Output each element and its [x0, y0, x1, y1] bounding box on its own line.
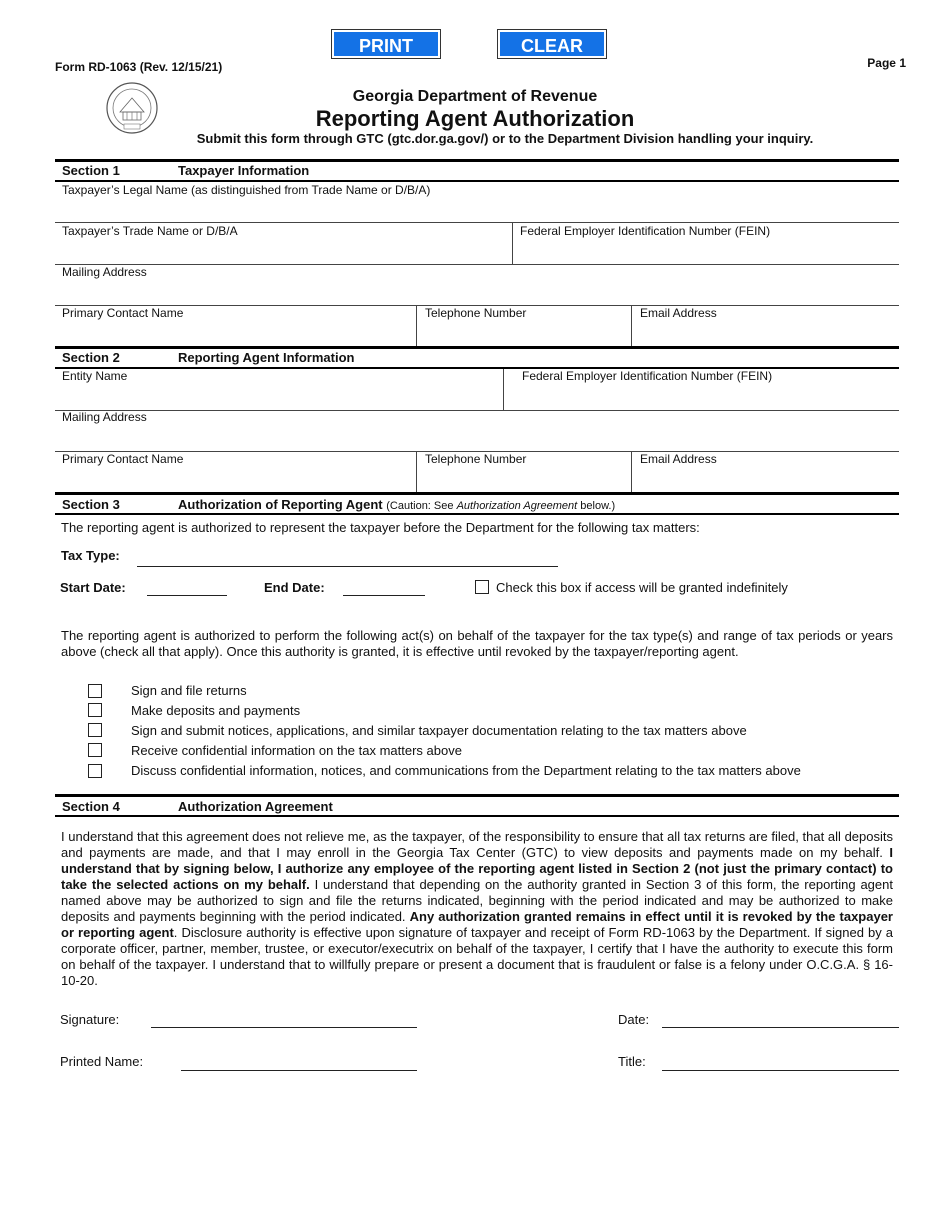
end-date-label: End Date: — [264, 580, 325, 595]
act-label: Receive confidential information on the tax matters above — [131, 743, 462, 758]
act-label: Sign and submit notices, applications, and similar taxpayer documentation relating to the tax matters above — [131, 723, 747, 738]
section4-number: Section 4 — [62, 799, 120, 814]
row-divider — [55, 222, 899, 223]
start-date-input[interactable] — [147, 595, 227, 596]
act-label: Discuss confidential information, notices, and communications from the Department relating to the tax matters above — [131, 763, 801, 778]
acts-intro: The reporting agent is authorized to perform the following act(s) on behalf of the taxpayer for the tax type(s) and range of tax periods or years above (check all that apply). Once this authority is granted, it is effective until revoked by the taxpayer/reporting agent. — [61, 628, 893, 659]
act-checkbox-receive-info[interactable] — [88, 743, 102, 757]
column-divider — [416, 305, 417, 347]
row-divider — [55, 264, 899, 265]
section1-number: Section 1 — [62, 163, 120, 178]
act-label: Sign and file returns — [131, 683, 247, 698]
agent-email-field[interactable]: Email Address — [640, 452, 717, 466]
column-divider — [631, 451, 632, 493]
start-date-label: Start Date: — [60, 580, 126, 595]
row-divider — [55, 410, 899, 411]
authorization-agreement-text: I understand that this agreement does not relieve me, as the taxpayer, of the responsibility to ensure that all tax returns are filed, that all deposits and payments are made, and that I may enroll in the Georgia Tax Center (GTC) to view deposits and payments made on my behalf. I understand that by signing below, I authorize any employee of the reporting agent listed in Section 2 (not just the primary contact) to take the selected actions on my behalf. I understand that depending on the authority granted in Section 3 of this form, the reporting agent named above may be authorized to sign and file the returns indicated, beginning with the period indicated and may be authorized to make deposits and payments beginning with the period indicated. Any authorization granted remains in effect until it is revoked by the taxpayer or reporting agent. Disclosure authority is effective upon signature of taxpayer and receipt of Form RD-1063 by the Department. If signed by a corporate officer, partner, member, trustee, or executor/executrix on behalf of the taxpayer, I certify that I have the authority to execute this form on behalf of the taxpayer. I understand that to willfully prepare or present a document that is fraudulent or false is a felony under O.C.G.A. § 16-10-20. — [61, 829, 893, 988]
form-title: Reporting Agent Authorization — [315, 106, 635, 131]
act-checkbox-deposits[interactable] — [88, 703, 102, 717]
form-id: Form RD-1063 (Rev. 12/15/21) — [55, 60, 223, 74]
agent-fein-field[interactable]: Federal Employer Identification Number (FEIN) — [522, 369, 773, 383]
signature-label: Signature: — [60, 1012, 120, 1027]
taxpayer-fein-field[interactable]: Federal Employer Identification Number (FEIN) — [520, 224, 771, 238]
column-divider — [631, 305, 632, 347]
section1-title: Taxpayer Information — [178, 163, 310, 178]
section-divider — [55, 180, 899, 182]
clear-button[interactable]: CLEAR — [498, 30, 606, 58]
section-divider — [55, 815, 899, 817]
taxpayer-mailing-address-field[interactable]: Mailing Address — [62, 265, 147, 279]
title-label: Title: — [618, 1054, 646, 1069]
taxpayer-contact-name-field[interactable]: Primary Contact Name — [62, 306, 184, 320]
section-divider — [55, 346, 899, 349]
title-input[interactable] — [662, 1070, 899, 1071]
date-label: Date: — [618, 1012, 650, 1027]
page-number: Page 1 — [867, 56, 906, 70]
end-date-input[interactable] — [343, 595, 425, 596]
tax-type-input[interactable] — [137, 566, 558, 567]
section2-number: Section 2 — [62, 350, 120, 365]
column-divider — [416, 451, 417, 493]
agent-mailing-address-field[interactable]: Mailing Address — [62, 410, 147, 424]
section-divider — [55, 159, 899, 162]
section3-caution-note: (Caution: See Authorization Agreement below.) — [386, 500, 616, 512]
section2-title: Reporting Agent Information — [178, 350, 355, 365]
section-divider — [55, 492, 899, 495]
signature-input[interactable] — [151, 1027, 417, 1028]
section3-title-row — [178, 497, 615, 512]
taxpayer-email-field[interactable]: Email Address — [640, 306, 717, 320]
print-button[interactable]: PRINT — [332, 30, 440, 58]
form-subtitle: Submit this form through GTC (gtc.dor.ga.gov/) or to the Department Division handling your inquiry. — [196, 131, 814, 146]
printed-name-input[interactable] — [181, 1070, 417, 1071]
date-input[interactable] — [662, 1027, 899, 1028]
agent-contact-name-field[interactable]: Primary Contact Name — [62, 452, 184, 466]
act-checkbox-sign-file[interactable] — [88, 684, 102, 698]
section3-number: Section 3 — [62, 497, 120, 512]
agent-entity-name-field[interactable]: Entity Name — [62, 369, 128, 383]
tax-type-label: Tax Type: — [61, 548, 120, 563]
section4-title: Authorization Agreement — [178, 799, 333, 814]
taxpayer-legal-name-field[interactable]: Taxpayer’s Legal Name (as distinguished from Trade Name or D/B/A) — [62, 183, 431, 197]
taxpayer-telephone-field[interactable]: Telephone Number — [425, 306, 527, 320]
taxpayer-trade-name-field[interactable]: Taxpayer’s Trade Name or D/B/A — [62, 224, 238, 238]
indefinite-access-label: Check this box if access will be granted indefinitely — [496, 580, 788, 595]
indefinite-access-checkbox[interactable] — [475, 580, 489, 594]
act-label: Make deposits and payments — [131, 703, 301, 718]
section3-title: Authorization of Reporting Agent — [178, 497, 383, 512]
act-checkbox-notices[interactable] — [88, 723, 102, 737]
section-divider — [55, 367, 899, 369]
section3-intro: The reporting agent is authorized to represent the taxpayer before the Department for the following tax matters: — [61, 520, 700, 535]
column-divider — [503, 369, 504, 410]
agent-telephone-field[interactable]: Telephone Number — [425, 452, 527, 466]
act-checkbox-discuss-info[interactable] — [88, 764, 102, 778]
section-divider — [55, 513, 899, 515]
printed-name-label: Printed Name: — [60, 1054, 144, 1069]
department-name: Georgia Department of Revenue — [352, 88, 598, 105]
column-divider — [512, 222, 513, 264]
section-divider — [55, 794, 899, 797]
